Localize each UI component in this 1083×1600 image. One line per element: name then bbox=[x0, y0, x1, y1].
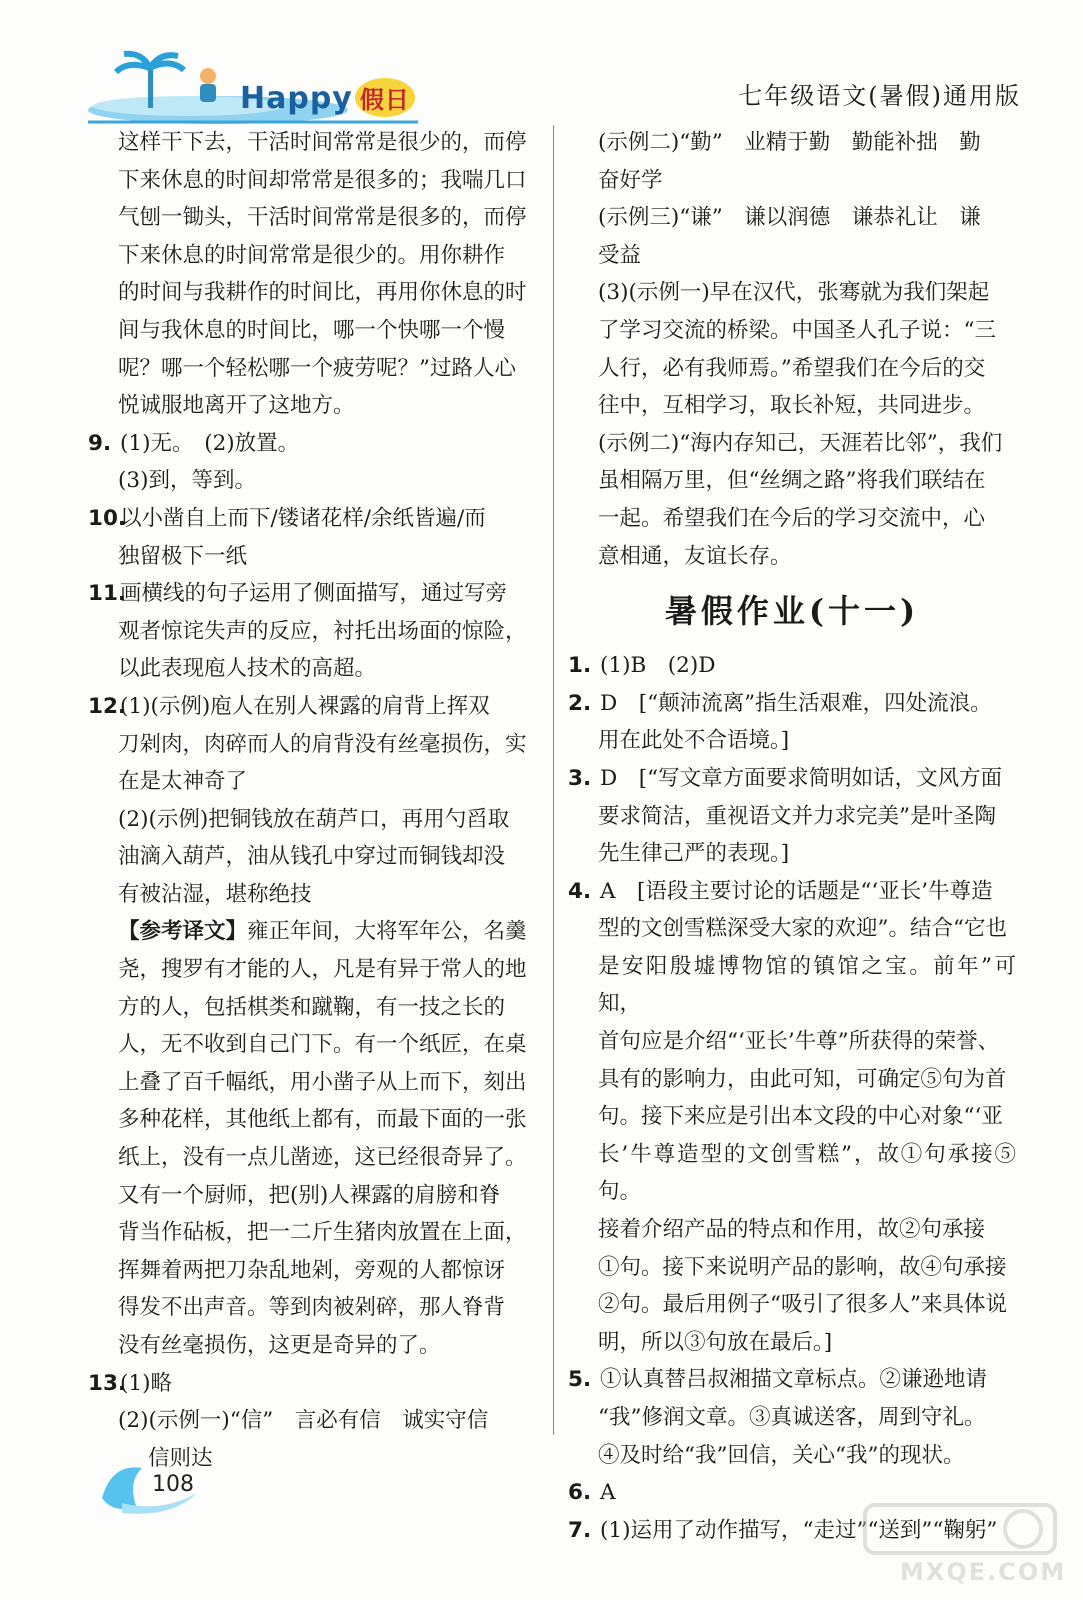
text-line: ④及时给“我”回信，关心“我”的现状。 bbox=[598, 1442, 965, 1468]
answer-text: ①认真替吕叔湘描文章标点。②谦逊地请 bbox=[600, 1367, 988, 1393]
text-line: 人行，必有我师焉。”希望我们在今后的交 bbox=[598, 355, 986, 381]
text-line: 一起。希望我们在今后的学习交流中，心 bbox=[598, 505, 986, 531]
text-line: 独留极下一纸 bbox=[118, 543, 248, 569]
answer-10 bbox=[88, 500, 538, 538]
answer-text: A [语段主要讨论的话题是“‘亚长’牛尊造 bbox=[600, 878, 993, 904]
book-title: 七年级语文(暑假)通用版 bbox=[738, 82, 1021, 110]
text-line: 明，所以③句放在最后。] bbox=[598, 1329, 833, 1355]
text-line: 呢？哪一个轻松哪一个疲劳呢？”过路人心 bbox=[118, 355, 516, 381]
text-line: 有被沾湿，堪称绝技 bbox=[118, 881, 312, 907]
text-line: 以此表现庖人技术的高超。 bbox=[118, 656, 377, 682]
text-line: (2)(示例一)“信” 言必有信 诚实守信 bbox=[118, 1408, 489, 1434]
text-line: 这样干下去，干活时间常常是很少的，而停 bbox=[118, 130, 527, 155]
answer-text: 画横线的句子运用了侧面描写，通过写旁 bbox=[120, 581, 508, 607]
text-line: (3)到，等到。 bbox=[118, 468, 256, 494]
text-line: 方的人，包括棋类和蹴鞠，有一技之长的 bbox=[118, 994, 506, 1020]
answer-text: D [“写文章方面要求简明如话，文风方面 bbox=[600, 765, 1003, 791]
text-line: (示例二)“勤” 业精于勤 勤能补拙 勤 bbox=[598, 130, 981, 155]
answer-text: (1)无。 (2)放置。 bbox=[120, 430, 300, 456]
reference-label: 【参考译文】 bbox=[118, 919, 248, 945]
text-line: 奋好学 bbox=[598, 167, 663, 193]
text-line: 下来休息的时间常常是很少的。用你耕作 bbox=[118, 242, 506, 268]
text-line: 挥舞着两把刀杂乱地剁，旁观的人都惊讶 bbox=[118, 1257, 506, 1283]
text-line: 的时间与我耕作的时间比，再用你休息的时 bbox=[118, 280, 527, 306]
answer-text: (1)略 bbox=[120, 1370, 172, 1396]
right-column bbox=[568, 124, 1016, 1549]
text-line: 虽相隔万里，但“丝绸之路”将我们联结在 bbox=[598, 468, 986, 494]
brand-cn: 假日 bbox=[355, 78, 415, 117]
answer-1 bbox=[568, 647, 1016, 685]
text-line: “我”修润文章。③真诚送客，周到守礼。 bbox=[598, 1405, 986, 1430]
question-number: 2. bbox=[568, 690, 592, 716]
text-line: 没有丝毫损伤，这更是奇异的了。 bbox=[118, 1333, 441, 1358]
page-header bbox=[0, 0, 1083, 125]
text-line: (示例二)“海内存知己，天涯若比邻”，我们 bbox=[598, 430, 1003, 456]
text-line: 多种花样，其他纸上都有，而最下面的一张 bbox=[118, 1107, 527, 1133]
text-line: 上叠了百千幅纸，用小凿子从上而下，刻出 bbox=[118, 1069, 527, 1095]
text-line: 接着介绍产品的特点和作用，故②句承接 bbox=[598, 1217, 986, 1243]
brand-logo bbox=[240, 78, 415, 117]
text-line: (2)(示例)把铜钱放在葫芦口，再用勺舀取 bbox=[118, 806, 510, 832]
question-number: 4. bbox=[568, 878, 592, 904]
text-line: 长’牛尊造型的文创雪糕”，故①句承接⑤句。 bbox=[598, 1141, 1016, 1205]
text-line: 背当作砧板，把一二斤生猪肉放置在上面， bbox=[118, 1220, 527, 1246]
answer-4 bbox=[568, 873, 1016, 911]
answer-12 bbox=[88, 688, 538, 726]
text-line: 得发不出声音。等到肉被剁碎，那人脊背 bbox=[118, 1295, 506, 1321]
watermark-text: MXQE.COM bbox=[900, 1558, 1067, 1586]
question-number: 7. bbox=[568, 1517, 592, 1543]
text-line: 间与我休息的时间比，哪一个快哪一个慢 bbox=[118, 317, 506, 343]
answer-text: (1)(示例)庖人在别人裸露的肩背上挥双 bbox=[120, 693, 490, 719]
answer-9 bbox=[88, 425, 538, 463]
question-number: 11. bbox=[88, 581, 127, 607]
column-divider bbox=[553, 125, 554, 1435]
text-line: 是安阳殷墟博物馆的镇馆之宝。前年”可知， bbox=[598, 953, 1016, 1017]
text-line: 首句应是介绍“‘亚长’牛尊”所获得的荣誉、 bbox=[598, 1029, 1000, 1055]
text-line: 油滴入葫芦，油从钱孔中穿过而铜钱却没 bbox=[118, 844, 506, 870]
text-line: 要求简洁，重视语文并力求完美”是叶圣陶 bbox=[598, 803, 996, 829]
text-line: 刀剁肉，肉碎而人的肩背没有丝毫损伤，实 bbox=[118, 731, 527, 757]
section-title: 暑假作业(十一) bbox=[664, 592, 920, 631]
reference-text: 雍正年间，大将军年公，名羹 bbox=[247, 919, 527, 945]
question-number: 1. bbox=[568, 653, 592, 679]
text-line: 又有一个厨师，把(别)人裸露的肩膀和脊 bbox=[118, 1182, 501, 1208]
text-line: 纸上，没有一点儿凿迹，这已经很奇异了。 bbox=[118, 1145, 527, 1171]
answer-3 bbox=[568, 760, 1016, 798]
text-line: 在是太神奇了 bbox=[118, 769, 248, 795]
text-line: 型的文创雪糕深受大家的欢迎”。结合“它也 bbox=[598, 916, 1007, 942]
text-line: 人，无不收到自己门下。有一个纸匠，在桌 bbox=[118, 1032, 527, 1058]
reference-translation bbox=[88, 913, 538, 951]
answer-11 bbox=[88, 575, 538, 613]
question-number: 10. bbox=[88, 505, 127, 531]
question-number: 5. bbox=[568, 1367, 592, 1393]
text-line: 句。接下来应是引出本文段的中心对象“‘亚 bbox=[598, 1104, 1003, 1130]
text-line: 下来休息的时间却常常是很多的；我喘几口 bbox=[118, 167, 527, 193]
text-line: 用在此处不合语境。] bbox=[598, 728, 790, 754]
answer-5 bbox=[568, 1361, 1016, 1399]
question-number: 9. bbox=[88, 430, 112, 456]
text-line: 具有的影响力，由此可知，可确定⑤句为首 bbox=[598, 1066, 1007, 1092]
text-line: 先生律己严的表现。] bbox=[598, 841, 790, 867]
brand-latin: Happy bbox=[240, 81, 353, 116]
text-line: ②句。最后用例子“吸引了很多人”来具体说 bbox=[598, 1292, 1007, 1318]
answer-text: 以小凿自上而下/镂诸花样/余纸皆遍/而 bbox=[120, 505, 486, 531]
text-line: 气刨一锄头，干活时间常常是很多的，而停 bbox=[118, 205, 527, 231]
text-line: 受益 bbox=[598, 242, 642, 268]
text-line: (3)(示例一)早在汉代，张骞就为我们架起 bbox=[598, 280, 990, 306]
text-line: 观者惊诧失声的反应，衬托出场面的惊险， bbox=[118, 618, 527, 644]
text-line: ①句。接下来说明产品的影响，故④句承接 bbox=[598, 1254, 1007, 1280]
text-line: 尧，搜罗有才能的人，凡是有异于常人的地 bbox=[118, 957, 527, 983]
text-line: 悦诚服地离开了这地方。 bbox=[118, 393, 355, 419]
page-number: 108 bbox=[152, 1472, 194, 1497]
question-number: 13. bbox=[88, 1370, 127, 1396]
answer-13 bbox=[88, 1365, 538, 1403]
answer-text: (1)B (2)D bbox=[600, 653, 716, 679]
question-number: 6. bbox=[568, 1480, 592, 1506]
answer-text: D [“颠沛流离”指生活艰难，四处流浪。 bbox=[600, 690, 992, 716]
answer-text: (1)运用了动作描写，“走过”“送到”“鞠躬” bbox=[600, 1517, 998, 1543]
answer-text: A bbox=[600, 1480, 616, 1506]
answer-2 bbox=[568, 685, 1016, 723]
text-line: 了学习交流的桥梁。中国圣人孔子说：“三 bbox=[598, 317, 996, 343]
watermark-logo bbox=[855, 1500, 1065, 1592]
text-line: 信则达 bbox=[148, 1445, 213, 1471]
text-line: 意相通，友谊长存。 bbox=[598, 543, 792, 569]
question-number: 12. bbox=[88, 693, 127, 719]
text-line: 往中，互相学习，取长补短，共同进步。 bbox=[598, 393, 986, 419]
text-line: (示例三)“谦” 谦以润德 谦恭礼让 谦 bbox=[598, 205, 981, 231]
left-column bbox=[88, 124, 538, 1477]
question-number: 3. bbox=[568, 765, 592, 791]
